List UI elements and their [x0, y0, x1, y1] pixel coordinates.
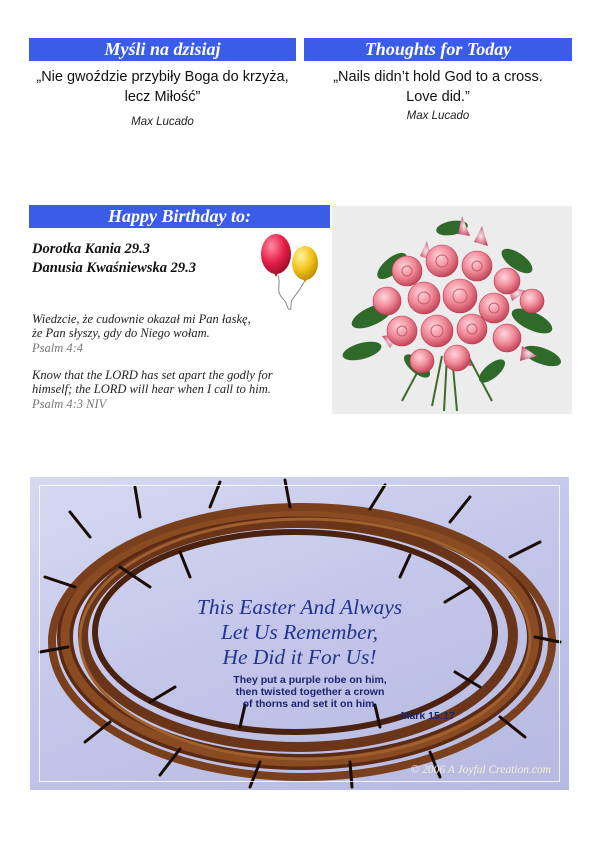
- birthday-names: [32, 240, 196, 278]
- thoughts-pl-quote: [29, 67, 296, 107]
- verse-line: Know that the LORD has set apart the godly for: [32, 368, 273, 382]
- thoughts-en-quote: [304, 67, 572, 107]
- easter-verse-line: of thorns and set it on him.: [242, 698, 378, 710]
- easter-verse-line: They put a purple robe on him,: [233, 674, 387, 686]
- balloons-icon: [256, 230, 324, 310]
- birthday-banner: Happy Birthday to:: [29, 205, 330, 228]
- verse-line: że Pan słyszy, gdy do Niego wołam.: [32, 326, 210, 340]
- easter-title-line: He Did it For Us!: [222, 645, 377, 669]
- birthday-ref-en: Psalm 4:3 NIV: [32, 397, 107, 411]
- easter-title-line: This Easter And Always: [196, 595, 403, 619]
- easter-verse-line: then twisted together a crown: [235, 686, 385, 698]
- quote-line: Love did.”: [406, 89, 470, 105]
- easter-verse-ref: Mark 15:17: [400, 710, 455, 722]
- easter-card-image: [30, 477, 569, 790]
- birthday-verse-en: [32, 368, 322, 396]
- verse-line: Wiedzcie, że cudownie okazał mi Pan łaskę,: [32, 312, 251, 326]
- rose-bouquet-image: [332, 206, 572, 414]
- rose-bouquet-icon: [332, 206, 572, 414]
- thoughts-pl-banner: Myśli na dzisiaj: [29, 38, 296, 61]
- easter-verse: [180, 674, 440, 710]
- verse-line: himself; the LORD will hear when I call to him.: [32, 382, 271, 396]
- thoughts-pl-author: Max Lucado: [131, 116, 194, 128]
- quote-line: „Nie gwoździe przybiły Boga do krzyża,: [36, 69, 289, 85]
- quote-line: lecz Miłość”: [124, 89, 201, 105]
- quote-line: „Nails didn’t hold God to a cross.: [333, 69, 543, 85]
- easter-title: [30, 595, 569, 670]
- thoughts-en-banner: Thoughts for Today: [304, 38, 572, 61]
- birthday-verse-pl: [32, 312, 322, 340]
- birthday-name: Danusia Kwaśniewska 29.3: [32, 260, 196, 276]
- birthday-ref-pl: Psalm 4:4: [32, 341, 84, 355]
- thoughts-en-author: Max Lucado: [406, 110, 470, 122]
- birthday-name: Dorotka Kania 29.3: [32, 241, 151, 257]
- easter-title-line: Let Us Remember,: [220, 620, 379, 644]
- easter-copyright: © 2006 A Joyful Creation.com: [410, 764, 551, 776]
